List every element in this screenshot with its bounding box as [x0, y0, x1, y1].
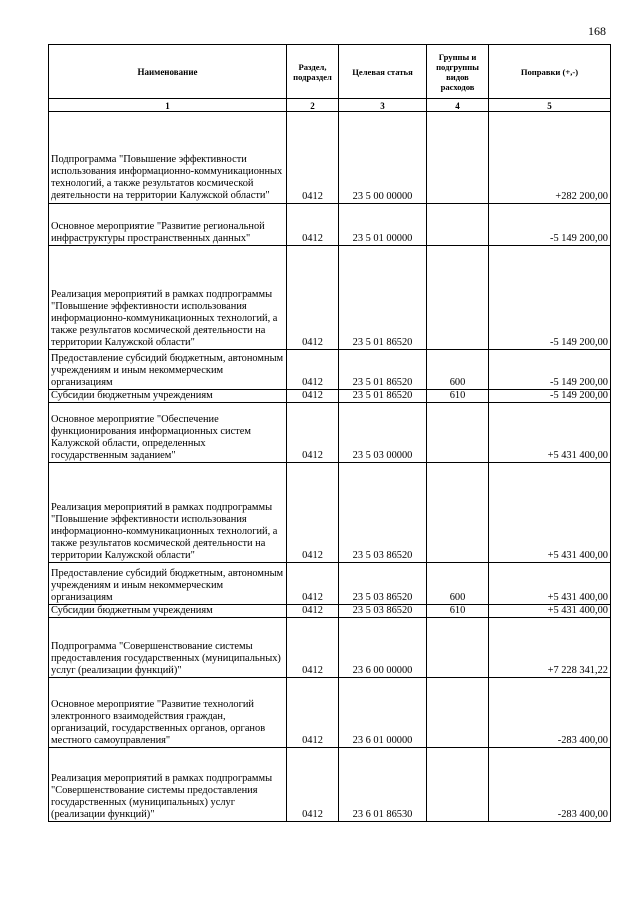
table-row: [49, 605, 611, 618]
row-target: 23 5 01 86520: [339, 390, 427, 403]
table-row: [49, 748, 611, 822]
row-group: 600: [427, 350, 489, 390]
header-section: Раздел, подраздел: [287, 45, 339, 99]
row-target: 23 5 03 86520: [339, 463, 427, 563]
row-section: 0412: [287, 618, 339, 678]
row-section: 0412: [287, 390, 339, 403]
row-name: Реализация мероприятий в рамках подпрограммы "Повышение эффективности использования информационно-коммуникационных технологий, а также результатов космической деятельности на территории Калужской области": [49, 246, 287, 350]
row-target: 23 6 00 00000: [339, 618, 427, 678]
row-name: Основное мероприятие "Обеспечение функционирования информационных систем Калужской области, определенных государственным заданием": [49, 403, 287, 463]
row-group: [427, 463, 489, 563]
table-header-row: [49, 45, 611, 99]
table-row: [49, 350, 611, 390]
row-name: Основное мероприятие "Развитие технологий электронного взаимодействия граждан, организаций, государственных органов, органов местного самоуправления": [49, 678, 287, 748]
row-target: 23 6 01 86530: [339, 748, 427, 822]
row-group: 600: [427, 563, 489, 605]
row-name: Реализация мероприятий в рамках подпрограммы "Повышение эффективности использования информационно-коммуникационных технологий, а также результатов космической деятельности на территории Калужской области": [49, 463, 287, 563]
table-row: [49, 403, 611, 463]
row-target: 23 5 03 86520: [339, 605, 427, 618]
row-target: 23 5 01 86520: [339, 350, 427, 390]
table-row: [49, 246, 611, 350]
row-amount: -5 149 200,00: [489, 204, 611, 246]
row-group: [427, 112, 489, 204]
row-amount: -5 149 200,00: [489, 390, 611, 403]
column-number: 4: [427, 99, 489, 112]
row-name: Предоставление субсидий бюджетным, автономным учреждениям и иным некоммерческим организациям: [49, 350, 287, 390]
table-row: [49, 112, 611, 204]
budget-amendments-table: [48, 44, 611, 822]
column-number: 5: [489, 99, 611, 112]
row-name: Реализация мероприятий в рамках подпрограммы "Совершенствование системы предоставления государственных (муниципальных) услуг (реализации функций)": [49, 748, 287, 822]
row-amount: +5 431 400,00: [489, 563, 611, 605]
row-section: 0412: [287, 246, 339, 350]
table-row: [49, 563, 611, 605]
row-name: Предоставление субсидий бюджетным, автономным учреждениям и иным некоммерческим организациям: [49, 563, 287, 605]
row-amount: -283 400,00: [489, 678, 611, 748]
row-amount: +7 228 341,22: [489, 618, 611, 678]
row-target: 23 5 00 00000: [339, 112, 427, 204]
row-section: 0412: [287, 563, 339, 605]
row-section: 0412: [287, 605, 339, 618]
row-section: 0412: [287, 403, 339, 463]
row-amount: -5 149 200,00: [489, 246, 611, 350]
row-section: 0412: [287, 112, 339, 204]
row-amount: +282 200,00: [489, 112, 611, 204]
column-number: 2: [287, 99, 339, 112]
row-target: 23 5 01 00000: [339, 204, 427, 246]
row-amount: +5 431 400,00: [489, 463, 611, 563]
table-row: [49, 463, 611, 563]
row-name: Подпрограмма "Повышение эффективности использования информационно-коммуникационных технологий, а также результатов космической деятельности на территории Калужской области": [49, 112, 287, 204]
row-amount: -5 149 200,00: [489, 350, 611, 390]
table-row: [49, 204, 611, 246]
table-row: [49, 618, 611, 678]
header-groups: Группы и подгруппы видов расходов: [427, 45, 489, 99]
page-number: 168: [588, 24, 606, 38]
column-number: 3: [339, 99, 427, 112]
row-group: [427, 618, 489, 678]
row-name: Основное мероприятие "Развитие региональной инфраструктуры пространственных данных": [49, 204, 287, 246]
row-target: 23 5 01 86520: [339, 246, 427, 350]
table-row: [49, 678, 611, 748]
column-number: 1: [49, 99, 287, 112]
row-name: Субсидии бюджетным учреждениям: [49, 605, 287, 618]
row-group: [427, 403, 489, 463]
row-target: 23 5 03 00000: [339, 403, 427, 463]
row-target: 23 6 01 00000: [339, 678, 427, 748]
row-target: 23 5 03 86520: [339, 563, 427, 605]
row-section: 0412: [287, 204, 339, 246]
row-group: 610: [427, 605, 489, 618]
column-number-row: [49, 99, 611, 112]
row-amount: +5 431 400,00: [489, 605, 611, 618]
row-group: [427, 246, 489, 350]
row-section: 0412: [287, 463, 339, 563]
header-target: Целевая статья: [339, 45, 427, 99]
row-name: Подпрограмма "Совершенствование системы предоставления государственных (муниципальных) услуг (реализации функций)": [49, 618, 287, 678]
header-name: Наименование: [49, 45, 287, 99]
row-group: [427, 204, 489, 246]
row-name: Субсидии бюджетным учреждениям: [49, 390, 287, 403]
row-group: [427, 748, 489, 822]
row-group: [427, 678, 489, 748]
row-section: 0412: [287, 350, 339, 390]
row-section: 0412: [287, 748, 339, 822]
table-row: [49, 390, 611, 403]
header-amendments: Поправки (+,-): [489, 45, 611, 99]
row-amount: +5 431 400,00: [489, 403, 611, 463]
row-group: 610: [427, 390, 489, 403]
row-section: 0412: [287, 678, 339, 748]
row-amount: -283 400,00: [489, 748, 611, 822]
